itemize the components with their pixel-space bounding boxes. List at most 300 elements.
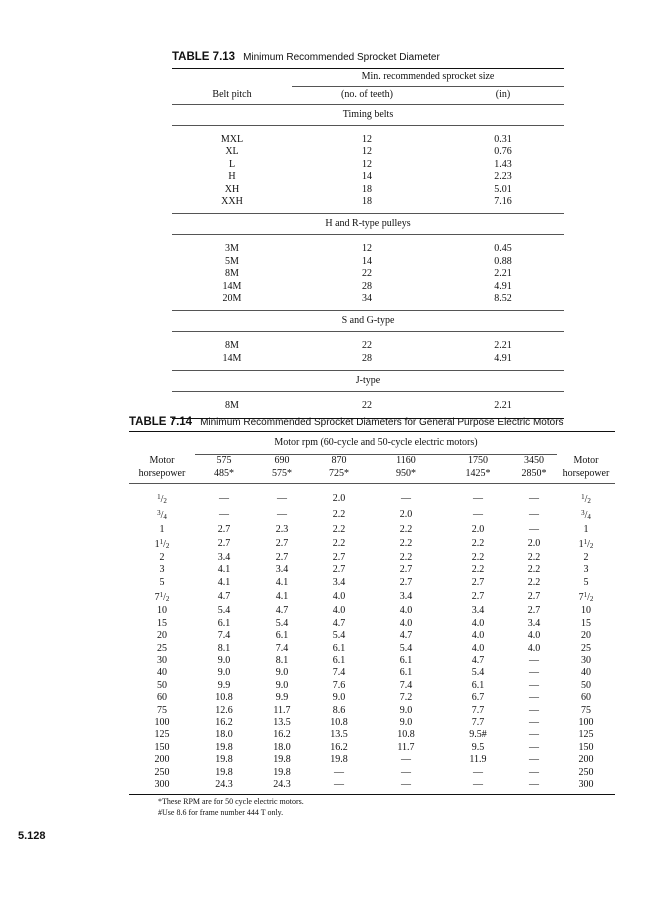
rule-cell [557,484,615,492]
data-endpad [129,791,615,795]
rpm60-cell: 3450 [511,455,557,468]
cell-teeth: 28 [362,352,372,364]
cell-value: 6.1 [332,642,346,654]
cell-value: 7.2 [399,692,413,704]
cell-horsepower: 20 [581,630,591,642]
rule-cell [511,791,557,795]
table-row [129,605,615,617]
cell-horsepower [557,491,615,507]
table-row [129,667,615,679]
cell-horsepower: 15 [581,617,591,629]
cell-value: 6.7 [471,692,485,704]
cell-value: 2.2 [527,564,541,576]
cell-value: 9.5# [469,729,487,741]
cell-horsepower: 125 [578,729,594,741]
hp-frac-denominator: 2 [587,497,591,505]
page-number: 5.128 [18,830,46,842]
cell-pitch: 8M [225,340,239,352]
table-row [129,536,615,552]
cell-horsepower: 1 [583,523,589,535]
cell-value: 4.1 [217,576,231,588]
hp-frac-slash: / [584,510,588,522]
group-spacer [172,235,564,244]
rpm-header: Motor rpm (60-cycle and 50-cycle electric motors) [195,432,557,455]
cell-horsepower: 100 [578,716,594,728]
cell-value: — [529,679,539,691]
col-horsepower-right: horsepower [562,467,610,479]
hp-frac-denominator: 2 [163,497,167,505]
cell-horsepower: 75 [581,704,591,716]
cell-value: — [401,493,411,504]
rpm60-cell: 1750 [445,455,511,468]
cell-value: 2.7 [527,605,541,617]
cell-horsepower [129,491,195,507]
rule-cell [511,484,557,492]
cell-value: 11.7 [397,741,415,753]
cell-horsepower [129,536,195,552]
hp-frac-slash: / [160,510,164,522]
table-row [129,564,615,576]
cell-value: 2.7 [217,537,231,549]
footnote: *These RPM are for 50 cycle electric motors. [158,797,304,806]
cell-value: — [529,493,539,504]
cell-value: 19.8 [215,766,233,778]
group-spacer [172,126,564,135]
table-row [129,589,615,605]
cell-value: — [219,493,229,504]
cell-value: 19.8 [215,741,233,753]
rpm50-cell: 725* [329,467,349,479]
cell-pitch: L [228,158,236,170]
cell-teeth: 12 [362,146,372,158]
cell-inch: 4.91 [494,352,512,364]
hp-whole: 7 [578,592,584,604]
hp-frac-slash: / [163,538,166,550]
rule-cell [311,791,367,795]
table-row [129,507,615,523]
cell-value: 4.7 [217,591,231,603]
cell-value: — [401,778,411,790]
cell-value: 6.1 [399,667,413,679]
table-row [172,146,564,158]
cell-value: 3.4 [275,564,289,576]
cell-teeth: 22 [362,268,372,280]
cell-value: 24.3 [215,778,233,790]
group-rule [172,126,564,135]
rule-cell [253,791,311,795]
table-number: TABLE 7.13 [172,51,236,63]
cell-teeth: 12 [362,134,372,145]
table-row [129,552,615,564]
cell-teeth: 12 [362,158,372,170]
cell-value: 18.0 [273,741,291,753]
group-heading: J-type [172,371,564,392]
cell-value: 7.7 [471,716,485,728]
cell-value: 2.0 [527,537,541,549]
cell-horsepower: 20 [157,630,167,642]
cell-value: 4.0 [399,617,413,629]
cell-value: 5.4 [399,642,413,654]
cell-inch: 2.21 [494,340,512,352]
cell-value: 24.3 [273,778,291,790]
cell-pitch: XL [225,146,239,158]
table-row [129,618,615,630]
cell-value: 18.0 [215,729,233,741]
table-row [129,523,615,535]
cell-value: — [529,716,539,728]
rpm-header-blank [557,432,615,455]
table-row [129,754,615,766]
group-heading: H and R-type pulleys [172,214,564,235]
cell-inch: 2.23 [494,171,512,183]
cell-value: 19.8 [215,754,233,766]
hp-frac-numerator: 3 [581,509,585,518]
cell-value: 6.1 [399,655,413,667]
header-blank [172,69,292,87]
rule-cell [445,791,511,795]
cell-value: 6.1 [332,655,346,667]
rule-cell [195,791,253,795]
cell-value: 7.7 [471,704,485,716]
table-row [129,630,615,642]
cell-horsepower: 125 [154,729,170,741]
hp-frac-numerator: 3 [157,509,161,518]
cell-value: 4.0 [471,642,485,654]
cell-value: — [529,704,539,716]
cell-horsepower [129,589,195,605]
cell-horsepower: 30 [157,655,167,667]
cell-value: 2.2 [471,564,485,576]
table-row [172,171,564,183]
data-spacer [129,484,615,492]
cell-value: 3.4 [217,552,231,564]
cell-value: 2.0 [399,509,413,521]
cell-value: 9.5 [471,741,485,753]
cell-inch: 2.21 [494,268,512,280]
cell-horsepower: 25 [157,642,167,654]
cell-pitch: 20M [222,293,242,305]
cell-value: 2.7 [217,523,231,535]
hp-frac-slash: / [160,494,164,505]
cell-value: 10.8 [215,692,233,704]
hp-whole: 1 [154,538,160,550]
cell-value: 2.7 [332,552,346,564]
cell-value: — [473,778,483,790]
cell-value: 3.4 [471,605,485,617]
cell-value: 5.4 [471,667,485,679]
cell-value: 16.2 [273,729,291,741]
rpm60-cell: 690 [253,455,311,468]
cell-horsepower: 60 [581,692,591,704]
cell-horsepower: 250 [578,766,594,778]
rule-cell [367,484,445,492]
cell-horsepower [557,536,615,552]
cell-value: 4.1 [217,564,231,576]
table-row [129,577,615,589]
cell-value: — [473,509,483,521]
cell-horsepower: 40 [581,667,591,679]
table-number: TABLE 7.14 [129,416,193,428]
cell-value: — [277,509,287,521]
cell-value: 4.7 [275,605,289,617]
cell-value: 7.6 [332,679,346,691]
table-row [129,655,615,667]
cell-value: — [529,754,539,766]
cell-value: — [529,692,539,704]
hp-frac-numerator: 1 [583,591,588,600]
cell-value: 5.4 [332,630,346,642]
cell-value: 12.6 [215,704,233,716]
cell-pitch: XH [224,183,240,195]
cell-value: 4.7 [471,655,485,667]
cell-value: 4.1 [275,591,289,603]
cell-pitch: 8M [225,268,239,280]
cell-horsepower: 2 [583,552,589,564]
hp-frac-denominator: 4 [163,513,167,522]
cell-horsepower: 300 [154,778,170,790]
cell-value: 11.7 [273,704,291,716]
rpm50-cell: 575* [272,467,292,479]
cell-inch: 4.91 [494,280,512,292]
cell-value: 2.2 [332,509,346,521]
cell-horsepower: 40 [157,667,167,679]
rpm-header-blank [129,432,195,455]
table-row [172,340,564,352]
table-row [172,256,564,268]
table-row [129,729,615,741]
rule-cell [311,484,367,492]
cell-inch: 8.52 [494,293,512,305]
cell-value: 4.0 [399,605,413,617]
cell-value: 8.1 [217,642,231,654]
hp-frac-slash: / [587,538,590,550]
cell-horsepower: 60 [157,692,167,704]
group-rule [172,332,564,341]
cell-horsepower [557,507,615,523]
cell-value: — [529,766,539,778]
hp-frac-denominator: 2 [165,541,170,550]
table-row [129,692,615,704]
hp-frac-numerator: 1 [581,493,585,501]
cell-horsepower: 200 [154,754,170,766]
rpm60-cell: 870 [311,455,367,468]
cell-horsepower: 3 [159,564,165,576]
cell-value: 4.1 [275,576,289,588]
cell-teeth: 18 [362,196,372,208]
cell-value: — [529,778,539,790]
rpm50-cell: 1425* [465,467,491,479]
cell-value: 9.0 [399,716,413,728]
cell-teeth: 14 [362,255,372,267]
cell-value: — [529,509,539,521]
cell-horsepower: 30 [581,655,591,667]
rule-cell [195,484,253,492]
cell-horsepower: 15 [157,617,167,629]
cell-value: 2.7 [332,564,346,576]
cell-value: — [529,667,539,679]
table-row [129,766,615,778]
hp-frac-numerator: 1 [583,537,588,546]
cell-horsepower: 150 [578,741,594,753]
cell-value: 2.2 [332,523,346,535]
table-row [129,491,615,507]
table-row [172,159,564,171]
cell-value: 9.0 [217,655,231,667]
rule-cell [129,791,195,795]
cell-horsepower: 50 [581,679,591,691]
cell-pitch: XXH [221,196,243,208]
hp-frac-slash: / [584,494,588,505]
cell-value: 10.8 [330,716,348,728]
cell-pitch: 5M [225,255,239,267]
group-row [172,214,564,235]
cell-value: 2.2 [527,552,541,564]
cell-horsepower: 3 [583,564,589,576]
cell-value: — [334,766,344,778]
cell-value: 9.0 [275,679,289,691]
cell-value: 13.5 [330,729,348,741]
table-7-14-caption [129,412,564,430]
group-row [172,311,564,332]
cell-pitch: 3M [225,243,239,255]
rpm50-cell: 950* [396,467,416,479]
hp-frac-numerator: 1 [159,537,164,546]
cell-teeth: 14 [362,171,372,183]
hp-frac-denominator: 2 [589,595,594,604]
group-row [172,105,564,126]
hp-whole: 7 [154,592,160,604]
table-7-13-caption [172,47,440,65]
table-row [172,134,564,146]
cell-inch: 0.76 [494,146,512,158]
cell-value: 2.2 [332,537,346,549]
cell-value: 9.0 [332,692,346,704]
hp-frac-numerator: 1 [157,493,161,501]
table-row [129,742,615,754]
cell-inch: 5.01 [494,183,512,195]
cell-value: 5.4 [275,617,289,629]
table-row [172,281,564,293]
cell-value: 2.0 [471,523,485,535]
col-horsepower-left: horsepower [138,467,186,479]
cell-inch: 2.21 [494,400,512,412]
hp-frac-numerator: 1 [159,591,164,600]
cell-value: — [334,778,344,790]
cell-value: 10.8 [397,729,415,741]
cell-horsepower: 2 [159,552,165,564]
cell-horsepower: 10 [157,605,167,617]
cell-inch: 0.88 [494,255,512,267]
cell-value: 7.4 [332,667,346,679]
cell-value: 3.4 [332,576,346,588]
rpm60-cell: 575 [195,455,253,468]
hp-frac-slash: / [587,592,590,604]
cell-horsepower: 250 [154,766,170,778]
cell-value: 2.7 [399,576,413,588]
cell-value: 3.4 [399,591,413,603]
cell-value: 4.0 [527,630,541,642]
table-row [172,184,564,196]
rule-cell [557,791,615,795]
col-in: (in) [442,87,564,105]
header-span: Min. recommended sprocket size [292,69,564,87]
cell-value: 9.0 [399,704,413,716]
table-row [172,243,564,255]
table-7-14 [129,431,615,795]
cell-value: 13.5 [273,716,291,728]
cell-teeth: 22 [362,340,372,352]
cell-pitch: 8M [225,400,239,412]
group-rule [172,235,564,244]
cell-value: 2.2 [399,552,413,564]
cell-value: 2.2 [399,523,413,535]
cell-value: 11.9 [469,754,487,766]
cell-value: 8.6 [332,704,346,716]
group-spacer [172,332,564,341]
cell-value: 2.2 [527,576,541,588]
table-row [129,643,615,655]
hp-frac-slash: / [163,592,166,604]
cell-value: 19.8 [273,754,291,766]
cell-value: 7.4 [217,630,231,642]
hp-frac-denominator: 2 [165,595,170,604]
cell-value: — [529,523,539,535]
cell-horsepower [129,507,195,523]
cell-value: 2.7 [527,591,541,603]
cell-inch: 0.45 [494,243,512,255]
cell-value: 4.0 [471,630,485,642]
cell-value: 4.0 [332,591,346,603]
cell-pitch: MXL [220,134,244,145]
cell-value: 19.8 [330,754,348,766]
group-heading: S and G-type [172,311,564,332]
rule-cell [253,484,311,492]
table-row [129,717,615,729]
cell-horsepower: 100 [154,716,170,728]
cell-value: — [219,509,229,521]
rule-cell [129,484,195,492]
rule-cell [445,484,511,492]
cell-value: — [473,766,483,778]
cell-value: 4.0 [332,605,346,617]
cell-value: — [401,766,411,778]
cell-horsepower: 300 [578,778,594,790]
cell-value: 19.8 [273,766,291,778]
cell-teeth: 22 [362,400,372,412]
table-row [129,680,615,692]
table-7-13 [172,68,564,419]
cell-value: 2.2 [471,537,485,549]
cell-value: 4.7 [332,617,346,629]
hp-whole: 1 [578,538,584,550]
col-belt-pitch: Belt pitch [212,89,252,101]
cell-value: 8.1 [275,655,289,667]
hp-frac-denominator: 2 [589,541,594,550]
cell-value: 9.0 [217,667,231,679]
table-title: Minimum Recommended Sprocket Diameters for General Purpose Electric Motors [200,417,564,428]
table-title: Minimum Recommended Sprocket Diameter [243,52,440,63]
cell-horsepower: 1 [159,523,165,535]
col-motor-right: Motor [573,454,599,466]
footnotes [158,796,304,818]
cell-horsepower: 50 [157,679,167,691]
table-row [172,400,564,412]
cell-value: 9.0 [275,667,289,679]
cell-value: 7.4 [275,642,289,654]
cell-value: 2.7 [275,552,289,564]
cell-value: 6.1 [471,679,485,691]
cell-value: — [473,493,483,504]
